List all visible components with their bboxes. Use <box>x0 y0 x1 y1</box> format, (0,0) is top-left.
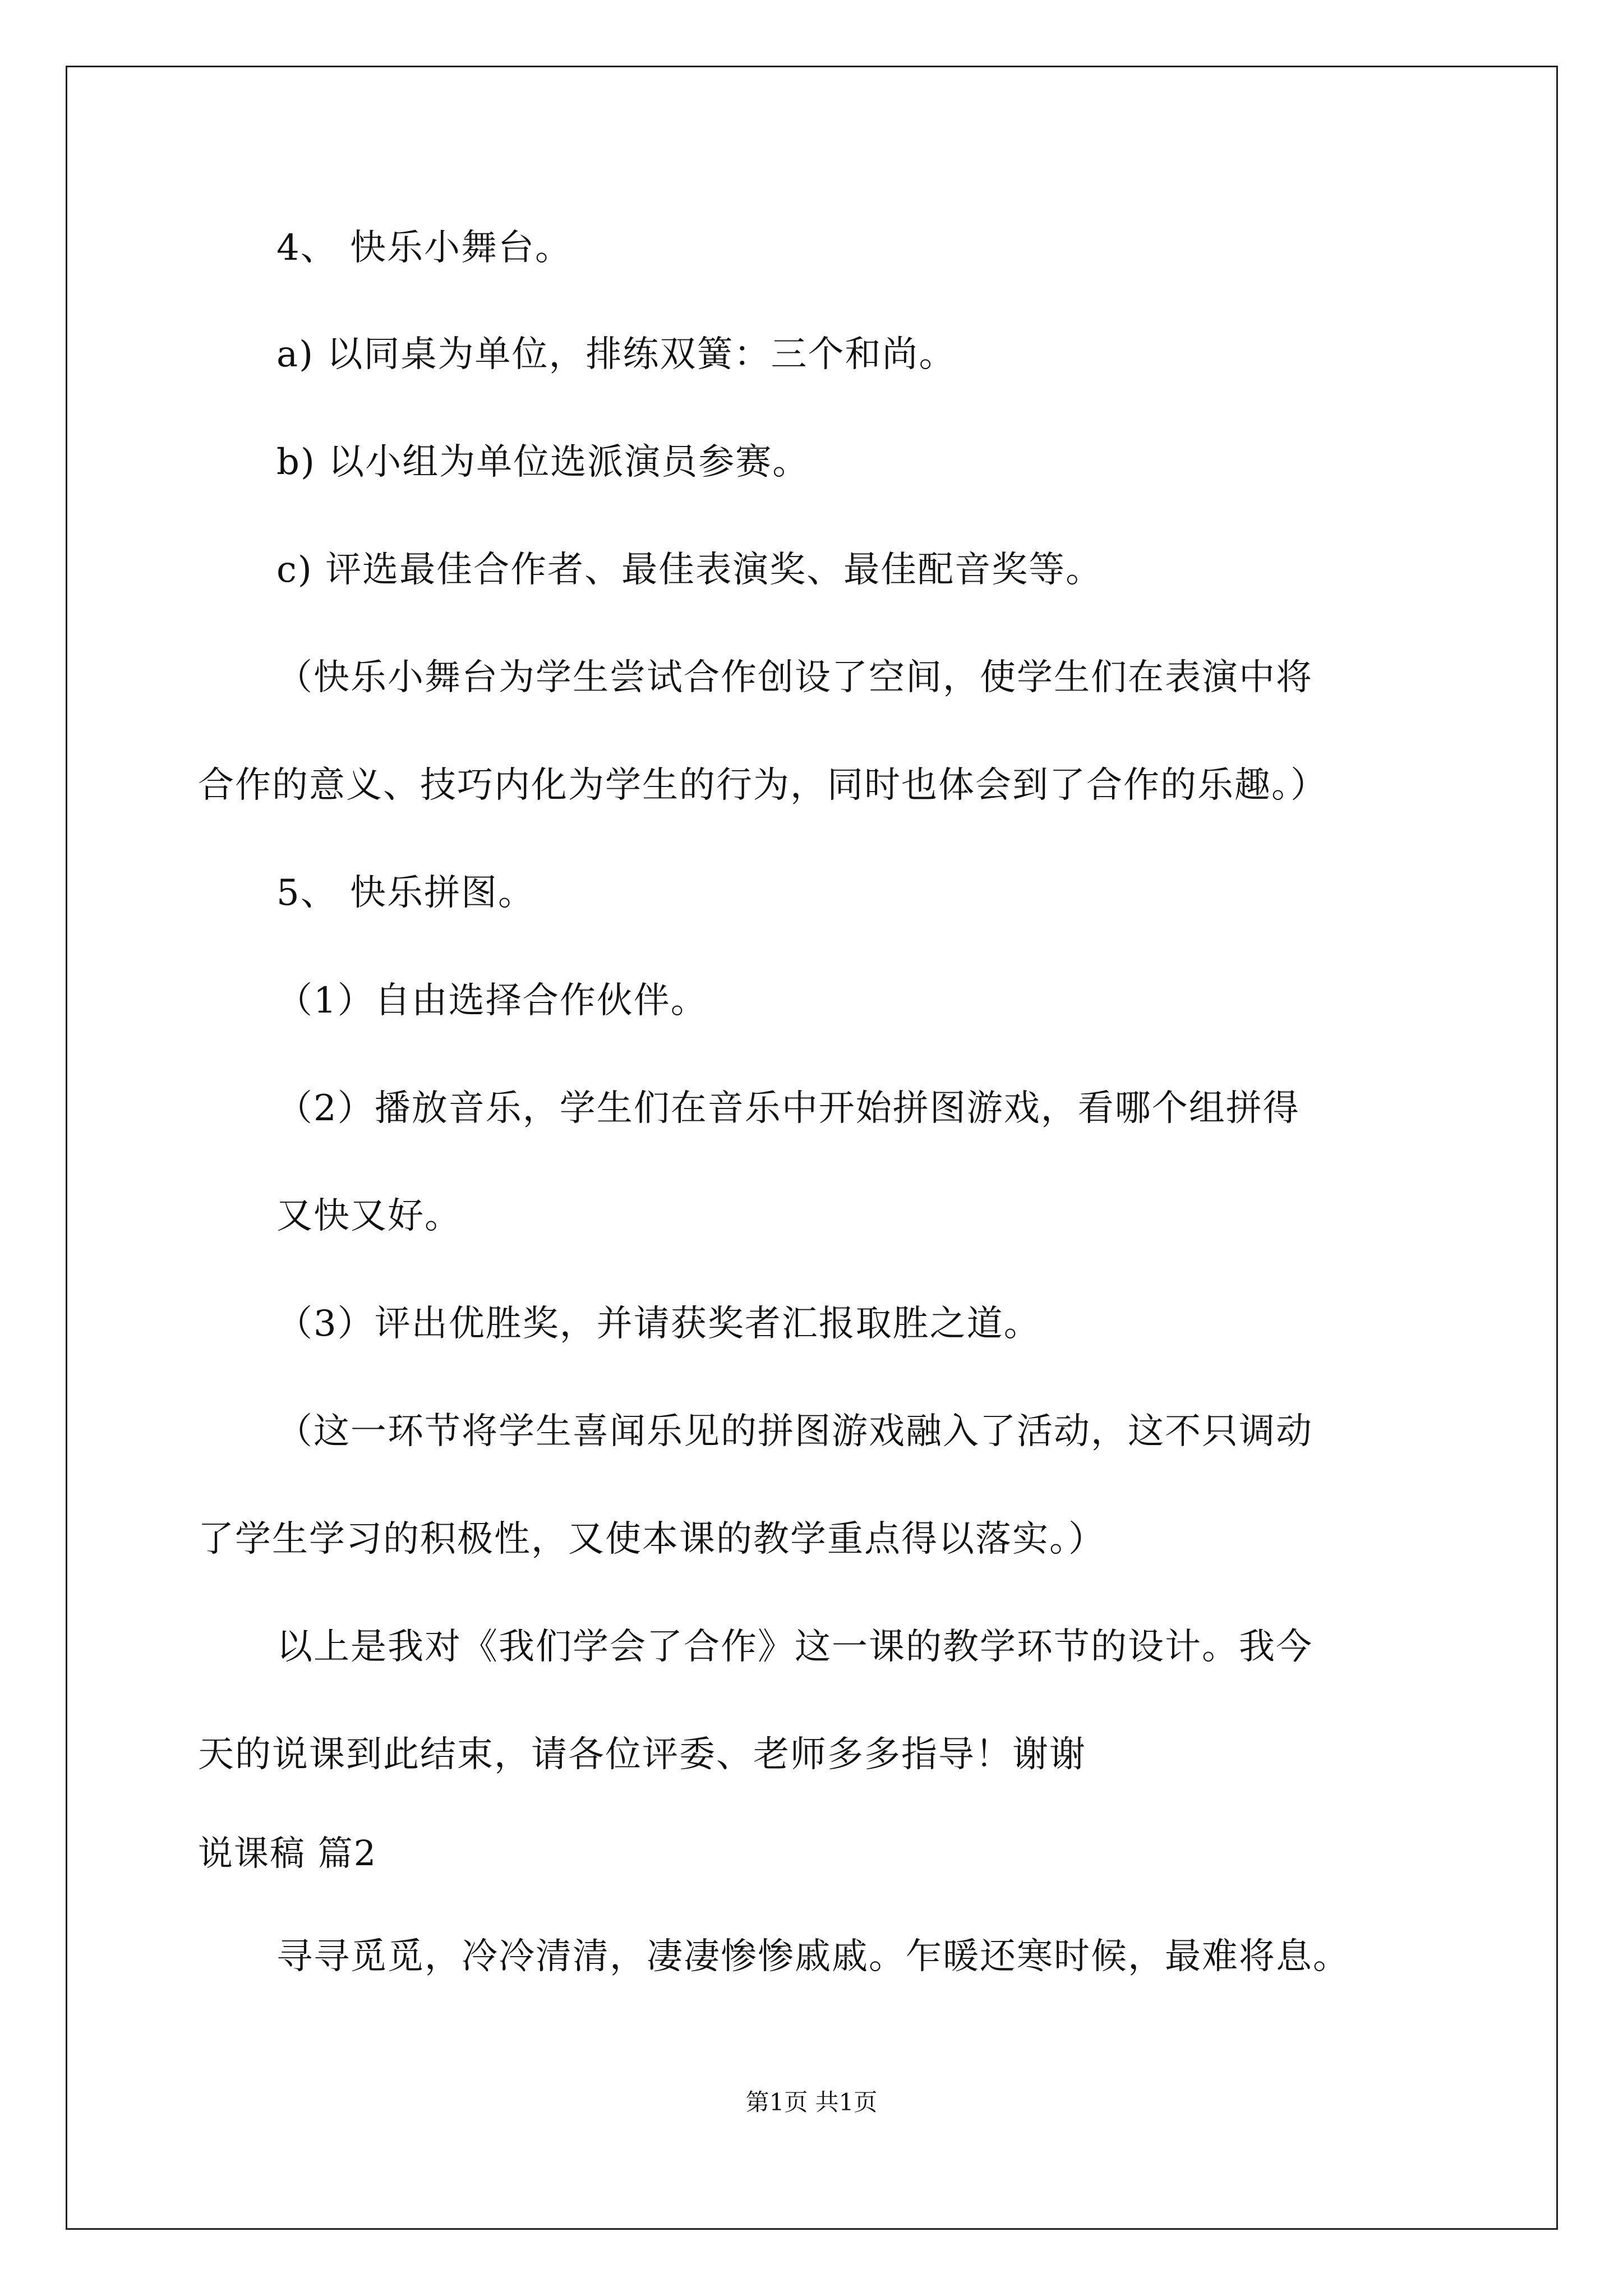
item-4a: a) 以同桌为单位，排练双簧：三个和尚。 <box>276 334 956 375</box>
note-paragraph-2-line-2: 了学生学习的积极性，又使本课的教学重点得以落实。） <box>198 1519 1105 1560</box>
poem-line: 寻寻觅觅，冷冷清清，凄凄惨惨戚戚。乍暖还寒时候，最难将息。 <box>276 1936 1350 1977</box>
item-4b: b) 以小组为单位选派演员参赛。 <box>276 441 810 483</box>
item-5-2-line-2: 又快又好。 <box>276 1195 462 1237</box>
conclusion-line-1: 以上是我对《我们学会了合作》这一课的教学环节的设计。我今 <box>276 1626 1313 1668</box>
section-heading: 说课稿 篇2 <box>198 1833 377 1874</box>
page-footer: 第1页 共1页 <box>745 2088 878 2116</box>
item-4c: c) 评选最佳合作者、最佳表演奖、最佳配音奖等。 <box>276 549 1103 591</box>
note-paragraph-1-line-1: （快乐小舞台为学生尝试合作创设了空间，使学生们在表演中将 <box>276 657 1313 698</box>
conclusion-line-2: 天的说课到此结束，请各位评委、老师多多指导！谢谢 <box>198 1734 1086 1775</box>
note-paragraph-1-line-2: 合作的意义、技巧内化为学生的行为，同时也体会到了合作的乐趣。） <box>198 765 1327 806</box>
note-paragraph-2-line-1: （这一环节将学生喜闻乐见的拼图游戏融入了活动，这不只调动 <box>276 1411 1313 1452</box>
item-5-2-line-1: （2）播放音乐，学生们在音乐中开始拼图游戏，看哪个组拼得 <box>276 1088 1300 1129</box>
item-5-3: （3）评出优胜奖，并请获奖者汇报取胜之道。 <box>276 1303 1041 1345</box>
item-4-heading: 4、 快乐小舞台。 <box>276 227 573 269</box>
page-border <box>66 66 1558 2230</box>
item-5-heading: 5、 快乐拼图。 <box>276 872 536 914</box>
item-5-1: （1）自由选择合作伙伴。 <box>276 980 708 1022</box>
